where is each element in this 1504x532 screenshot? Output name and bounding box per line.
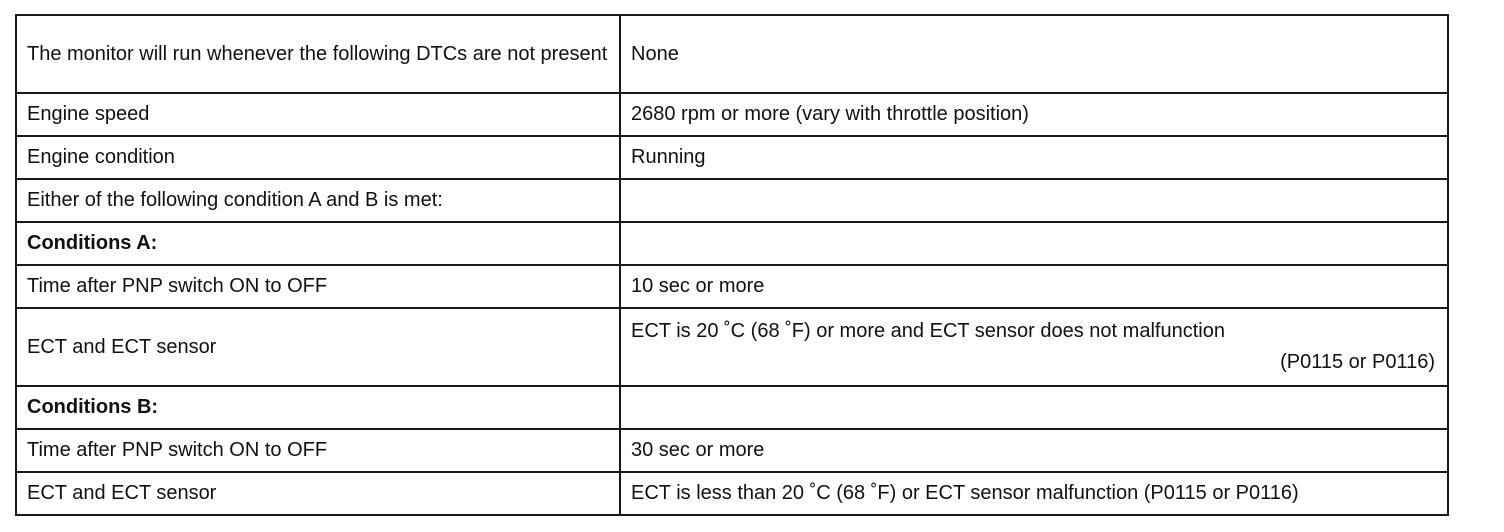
param-cell: Either of the following condition A and B is met: <box>16 179 620 222</box>
value-cell: ECT is less than 20 ˚C (68 ˚F) or ECT sensor malfunction (P0115 or P0116) <box>620 472 1448 515</box>
param-cell: Time after PNP switch ON to OFF <box>16 265 620 308</box>
value-text: ECT is 20 ˚C (68 ˚F) or more and ECT sensor does not malfunction <box>631 320 1225 342</box>
table-row <box>16 179 1448 222</box>
value-cell <box>620 308 1448 386</box>
section-header-cell: Conditions B: <box>16 386 620 429</box>
dtc-code-text: (P0115 or P0116) <box>1280 351 1435 373</box>
param-cell: Time after PNP switch ON to OFF <box>16 429 620 472</box>
section-header-cell: Conditions A: <box>16 222 620 265</box>
table-row <box>16 265 1448 308</box>
value-cell: 30 sec or more <box>620 429 1448 472</box>
param-cell: The monitor will run whenever the following DTCs are not present <box>16 15 620 93</box>
value-cell: 2680 rpm or more (vary with throttle position) <box>620 93 1448 136</box>
value-cell: Running <box>620 136 1448 179</box>
value-cell: 10 sec or more <box>620 265 1448 308</box>
table-row <box>16 93 1448 136</box>
value-cell: None <box>620 15 1448 93</box>
value-cell <box>620 179 1448 222</box>
table-row <box>16 136 1448 179</box>
param-cell: Engine condition <box>16 136 620 179</box>
table-row <box>16 472 1448 515</box>
table-row <box>16 308 1448 386</box>
param-cell: ECT and ECT sensor <box>16 472 620 515</box>
param-cell: Engine speed <box>16 93 620 136</box>
conditions-table <box>15 14 1449 516</box>
table-row <box>16 429 1448 472</box>
param-cell: ECT and ECT sensor <box>16 308 620 386</box>
value-cell <box>620 222 1448 265</box>
table-row <box>16 222 1448 265</box>
table-row <box>16 386 1448 429</box>
value-cell <box>620 386 1448 429</box>
table-row <box>16 15 1448 93</box>
